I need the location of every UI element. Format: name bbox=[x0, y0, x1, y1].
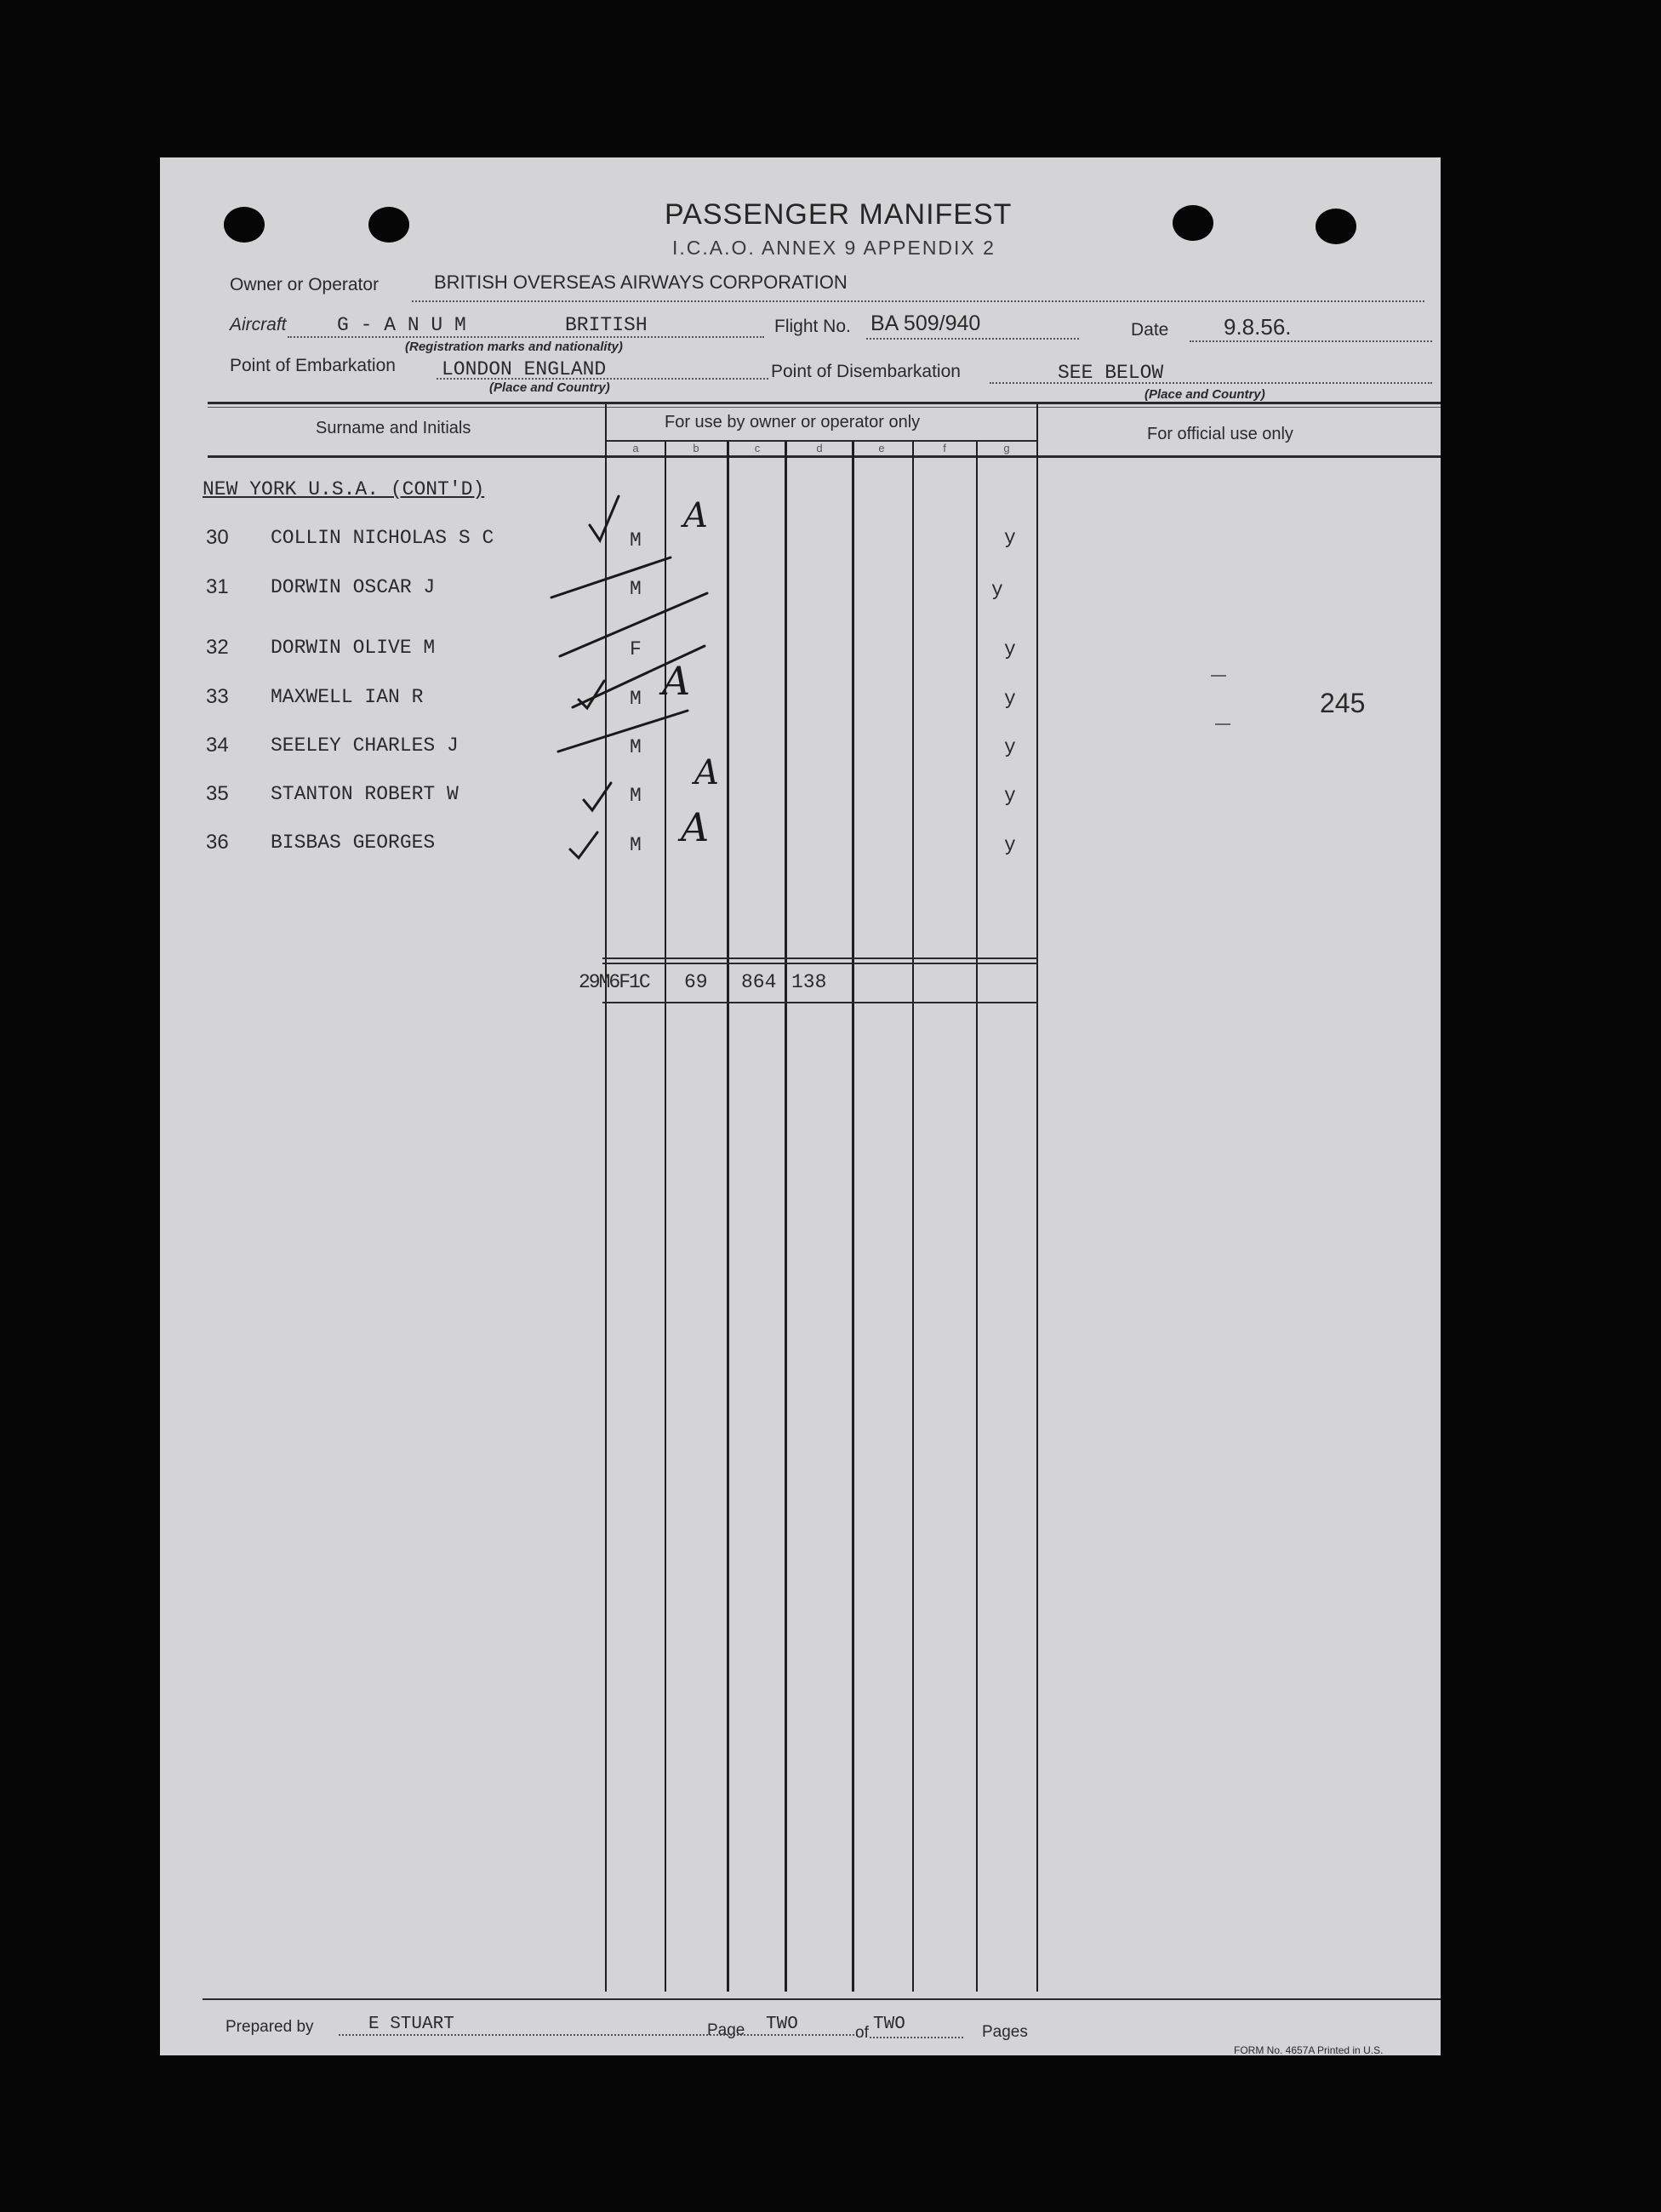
passenger-sex: M bbox=[630, 688, 642, 710]
prepared-label: Prepared by bbox=[225, 2018, 314, 2036]
passenger-sex: M bbox=[630, 834, 642, 856]
passenger-col-g: y bbox=[991, 579, 1003, 601]
passenger-sex: M bbox=[630, 785, 642, 807]
passenger-sex: M bbox=[630, 578, 642, 600]
aircraft-note: (Registration marks and nationality) bbox=[405, 340, 623, 354]
handwritten-mark: A bbox=[694, 753, 719, 792]
passenger-name: MAXWELL IAN R bbox=[271, 686, 424, 708]
subcol-label: a bbox=[632, 442, 639, 454]
of-value: TWO bbox=[873, 2015, 905, 2034]
aircraft-label: Aircraft bbox=[230, 315, 287, 334]
official-note: 245 bbox=[1320, 688, 1366, 718]
total-c: 864 bbox=[741, 971, 777, 993]
handwritten-mark: A bbox=[683, 496, 708, 535]
page-value: TWO bbox=[766, 2015, 798, 2034]
owner-value: BRITISH OVERSEAS AIRWAYS CORPORATION bbox=[434, 271, 848, 293]
form-number: FORM No. 4657A Printed in U.S. bbox=[1234, 2044, 1384, 2055]
passenger-name: DORWIN OSCAR J bbox=[271, 576, 436, 598]
header-owner-use: For use by owner or operator only bbox=[665, 413, 921, 432]
subcol-label: b bbox=[693, 442, 699, 454]
date-value: 9.8.56. bbox=[1224, 314, 1292, 340]
form-subtitle: I.C.A.O. ANNEX 9 APPENDIX 2 bbox=[672, 237, 996, 259]
date-label: Date bbox=[1131, 320, 1169, 340]
row-number: 35 bbox=[206, 782, 229, 805]
total-b: 69 bbox=[684, 971, 708, 993]
passenger-name: BISBAS GEORGES bbox=[271, 832, 436, 854]
row-number: 30 bbox=[206, 526, 229, 549]
flight-label: Flight No. bbox=[774, 317, 851, 336]
section-heading: NEW YORK U.S.A. (CONT'D) bbox=[203, 478, 485, 500]
passenger-col-g: y bbox=[1004, 785, 1016, 807]
subcol-label: f bbox=[943, 442, 946, 454]
prepared-value: E STUART bbox=[368, 2015, 454, 2034]
row-number: 34 bbox=[206, 734, 229, 757]
passenger-sex: M bbox=[630, 736, 642, 758]
passenger-sex: M bbox=[630, 529, 642, 552]
embarkation-label: Point of Embarkation bbox=[230, 356, 396, 375]
flight-value: BA 509/940 bbox=[870, 312, 981, 335]
aircraft-nationality: BRITISH bbox=[565, 314, 648, 336]
handwritten-mark: A bbox=[681, 804, 710, 850]
form-title: PASSENGER MANIFEST bbox=[665, 198, 1013, 231]
passenger-name: SEELEY CHARLES J bbox=[271, 734, 459, 757]
subcol-label: g bbox=[1003, 442, 1010, 454]
row-number: 32 bbox=[206, 636, 229, 659]
row-number: 31 bbox=[206, 575, 229, 598]
row-number: 36 bbox=[206, 831, 229, 854]
passenger-col-g: y bbox=[1004, 527, 1016, 549]
faint-mark bbox=[1211, 675, 1226, 677]
header-official-use: For official use only bbox=[1147, 425, 1293, 443]
passenger-name: COLLIN NICHOLAS S C bbox=[271, 527, 494, 549]
prepared-line bbox=[339, 2034, 858, 2036]
handwritten-check-marks bbox=[160, 157, 1441, 2055]
aircraft-registration: G - A N U M bbox=[337, 314, 466, 336]
page-label: Page bbox=[707, 2021, 745, 2039]
subcol-label: c bbox=[754, 442, 761, 454]
faint-mark bbox=[1215, 723, 1230, 725]
total-a: 29M6F1C bbox=[579, 971, 649, 993]
totals-top-rule bbox=[602, 957, 1038, 959]
row-number: 33 bbox=[206, 685, 229, 708]
of-label: of bbox=[855, 2024, 869, 2042]
embarkation-value: LONDON ENGLAND bbox=[442, 358, 607, 380]
subcol-label: d bbox=[816, 442, 823, 454]
passenger-col-g: y bbox=[1004, 736, 1016, 758]
header-surname: Surname and Initials bbox=[316, 419, 471, 437]
totals-bottom-rule bbox=[602, 1002, 1038, 1003]
subcol-label: e bbox=[878, 442, 885, 454]
disembarkation-note: (Place and Country) bbox=[1144, 387, 1265, 402]
disembarkation-label: Point of Disembarkation bbox=[771, 362, 961, 381]
passenger-name: STANTON ROBERT W bbox=[271, 783, 459, 805]
embarkation-note: (Place and Country) bbox=[489, 380, 610, 395]
handwritten-mark: A bbox=[662, 658, 691, 704]
of-line bbox=[870, 2037, 963, 2038]
manifest-sheet bbox=[160, 157, 1441, 2055]
total-d: 138 bbox=[791, 971, 827, 993]
pages-label: Pages bbox=[982, 2023, 1028, 2041]
passenger-sex: F bbox=[630, 638, 642, 660]
disembarkation-value: SEE BELOW bbox=[1058, 362, 1164, 384]
passenger-col-g: y bbox=[1004, 638, 1016, 660]
passenger-col-g: y bbox=[1004, 834, 1016, 856]
owner-label: Owner or Operator bbox=[230, 275, 380, 294]
footer-rule bbox=[203, 1998, 1441, 2000]
passenger-name: DORWIN OLIVE M bbox=[271, 637, 436, 659]
passenger-col-g: y bbox=[1004, 688, 1016, 710]
totals-top-rule-2 bbox=[602, 963, 1038, 964]
